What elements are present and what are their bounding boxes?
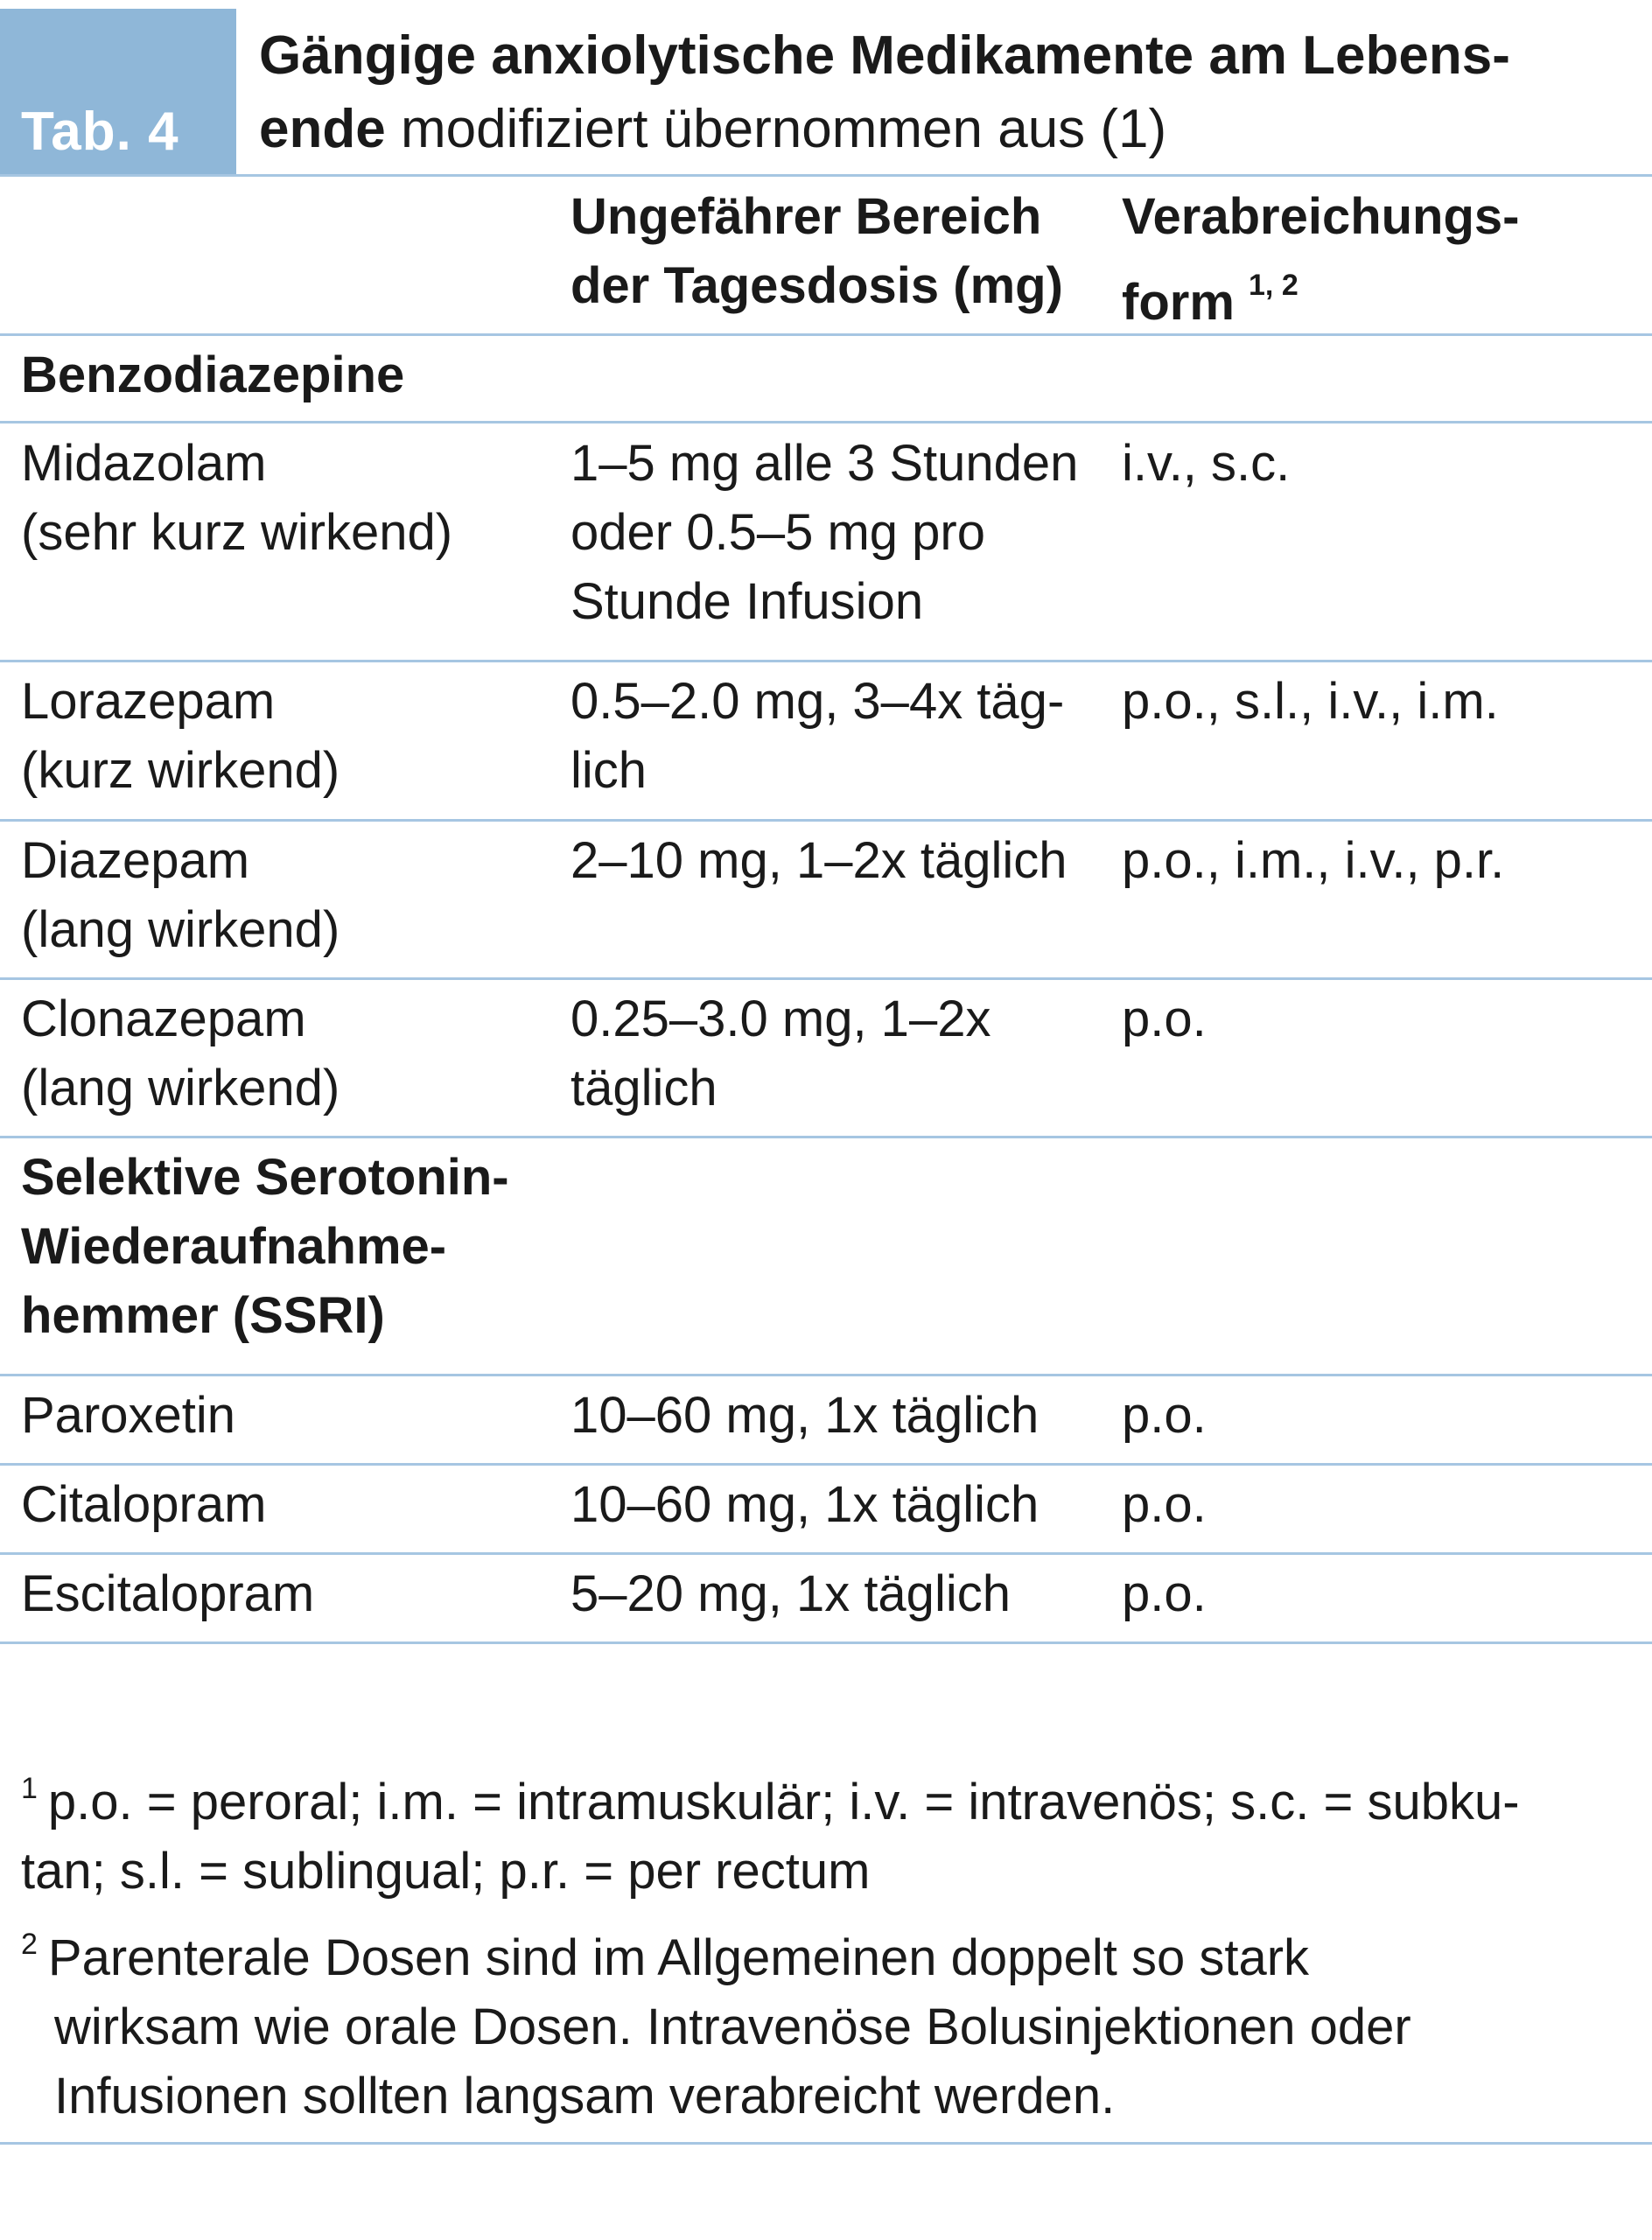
divider <box>0 660 1652 662</box>
col-header-route-label: Verabreichungs- form <box>1122 188 1520 331</box>
table-header <box>0 0 1652 175</box>
row-dose-clonazepam: 0.25–3.0 mg, 1–2x täglich <box>570 990 991 1116</box>
row-name-paroxetin: Paroxetin <box>21 1387 236 1444</box>
table-title <box>259 19 1624 166</box>
divider <box>0 421 1652 424</box>
row-route-paroxetin: p.o. <box>1122 1387 1207 1444</box>
row-dose-escitalopram: 5–20 mg, 1x täglich <box>570 1565 1011 1622</box>
row-name-lorazepam: Lorazepam (kurz wirkend) <box>21 673 340 799</box>
row-route-clonazepam: p.o. <box>1122 990 1207 1047</box>
row-route-citalopram: p.o. <box>1122 1476 1207 1533</box>
divider <box>0 1136 1652 1138</box>
footnote-2-number: 2 <box>21 1928 38 1961</box>
title-bold-line-1: Gängige anxiolytische Medikamente am Lebens- <box>259 25 1510 86</box>
footnote-1 <box>21 1754 1631 1906</box>
section-heading-benzodiazepine: Benzodiazepine <box>21 346 405 403</box>
row-name-midazolam: Midazolam (sehr kurz wirkend) <box>21 435 453 561</box>
footnote-2 <box>21 1910 1652 2131</box>
title-rest: modifiziert übernommen aus (1) <box>385 99 1167 159</box>
tab-badge <box>0 9 236 175</box>
row-name-escitalopram: Escitalopram <box>21 1565 315 1622</box>
row-dose-citalopram: 10–60 mg, 1x täglich <box>570 1476 1040 1533</box>
tab-label: Tab. 4 <box>21 102 179 162</box>
row-route-escitalopram: p.o. <box>1122 1565 1207 1622</box>
footnote-1-number: 1 <box>21 1772 38 1805</box>
row-dose-diazepam: 2–10 mg, 1–2x täglich <box>570 832 1068 889</box>
row-name-diazepam: Diazepam (lang wirkend) <box>21 832 340 958</box>
col-header-route-footnote-ref: 1, 2 <box>1249 269 1298 302</box>
row-name-citalopram: Citalopram <box>21 1476 267 1533</box>
row-route-lorazepam: p.o., s.l., i.v., i.m. <box>1122 673 1499 730</box>
divider <box>0 1642 1652 1644</box>
row-route-midazolam: i.v., s.c. <box>1122 435 1291 492</box>
row-dose-midazolam: 1–5 mg alle 3 Stunden oder 0.5–5 mg pro Stunde Infusion <box>570 435 1079 630</box>
divider <box>0 174 1652 177</box>
divider <box>0 1463 1652 1466</box>
footnote-2-text: Parenterale Dosen sind im Allgemeinen doppelt so stark wirksam wie orale Dosen. Intravenöse Bolusinjektionen oder Infusionen sollten langsam verabreicht werden. <box>47 1929 1411 2124</box>
section-heading-ssri: Selektive Serotonin- Wiederaufnahme- hemmer (SSRI) <box>21 1149 509 1344</box>
divider <box>0 819 1652 822</box>
divider <box>0 1374 1652 1376</box>
row-dose-paroxetin: 10–60 mg, 1x täglich <box>570 1387 1040 1444</box>
col-header-dose: Ungefährer Bereich der Tagesdosis (mg) <box>570 188 1063 314</box>
row-route-diazepam: p.o., i.m., i.v., p.r. <box>1122 832 1505 889</box>
divider <box>0 977 1652 980</box>
footnote-1-text: p.o. = peroral; i.m. = intramuskulär; i.v. = intravenös; s.c. = subku- tan; s.l. = sublingual; p.r. = per rectum <box>21 1774 1520 1900</box>
col-header-route <box>1122 182 1638 337</box>
divider <box>0 1552 1652 1555</box>
row-dose-lorazepam: 0.5–2.0 mg, 3–4x täg- lich <box>570 673 1065 799</box>
title-bold-line-2: ende <box>259 99 386 159</box>
divider <box>0 333 1652 336</box>
bottom-divider <box>0 2142 1652 2145</box>
row-name-clonazepam: Clonazepam (lang wirkend) <box>21 990 340 1116</box>
